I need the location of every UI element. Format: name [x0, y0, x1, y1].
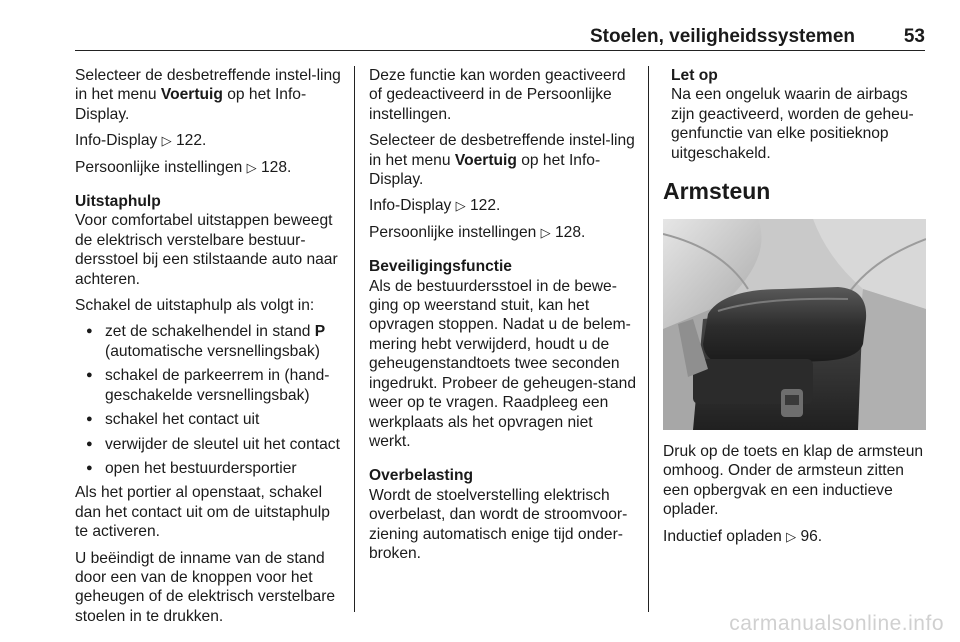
bullet-list — [75, 322, 345, 478]
column-1 — [75, 66, 345, 633]
list-item: ● schakel het contact uit — [75, 410, 345, 429]
cross-reference[interactable]: Inductief opladen ▷ 96. — [663, 527, 823, 545]
cross-reference[interactable]: Info-Display ▷ 122. — [369, 197, 501, 215]
list-item: ● open het bestuurdersportier — [75, 459, 345, 478]
page-header — [75, 26, 925, 50]
armrest-illustration — [663, 219, 926, 430]
paragraph: Overbelasting Wordt de stoelverstelling elektrisch overbelast, dan wordt de stroomvoor-ziening automatisch enige tijd onder-broken. — [369, 466, 637, 563]
paragraph: Schakel de uitstaphulp als volgt in: — [75, 297, 315, 315]
paragraph: Selecteer de desbetreffende instel-ling in het menu Voertuig op het Info-Display. — [369, 132, 635, 189]
column-divider-2 — [648, 66, 649, 612]
list-item: ● verwijder de sleutel uit het contact — [75, 435, 345, 454]
column-3 — [663, 66, 927, 553]
arrow-icon: ▷ — [786, 528, 797, 544]
column-2 — [369, 66, 637, 570]
page-title: Stoelen, veiligheidssystemen — [589, 26, 855, 47]
paragraph: Selecteer de desbetreffende instel-ling in het menu Voertuig op het Info-Display. — [75, 67, 341, 123]
cross-reference[interactable]: Persoonlijke instellingen ▷ 128. — [75, 158, 292, 176]
page-number: 53 — [903, 26, 925, 47]
section-heading: Beveiligingsfunctie — [369, 258, 512, 276]
paragraph: Uitstaphulp Voor comfortabel uitstappen beweegt de elektrisch verstelbare bestuur-dersstoel bij een stilstaande auto naar achteren. — [75, 192, 345, 289]
header-divider — [75, 50, 925, 51]
paragraph: Druk op de toets en klap de armsteun omhoog. Onder de armsteun zitten een opbergvak en een inductieve oplader. — [663, 443, 924, 519]
arrow-icon: ▷ — [455, 198, 466, 214]
cross-reference[interactable]: Persoonlijke instellingen ▷ 128. — [369, 223, 586, 241]
arrow-icon: ▷ — [540, 224, 551, 240]
arrow-icon: ▷ — [246, 159, 257, 175]
cross-reference[interactable]: Info-Display ▷ 122. — [75, 132, 207, 150]
paragraph: Als het portier al openstaat, schakel dan het contact uit om de uitstaphulp te activeren. — [75, 484, 330, 541]
list-item: ● schakel de parkeerrem in (hand-geschakelde versnellingsbak) — [75, 366, 345, 405]
section-heading: Overbelasting — [369, 467, 473, 485]
list-item: ● zet de schakelhendel in stand P (automatische versnellingsbak) — [75, 322, 345, 361]
paragraph: Beveiligingsfunctie Als de bestuurdersstoel in de bewe-ging op weerstand stuit, kan het opvragen stoppen. Nadat u de belem-mering hebt verwijderd, houdt u de geheugenstandtoets twee seconden ingedrukt. Probeer de geheugen-stand weer op te vragen. Raadpleeg een werkplaats als het opvragen niet werkt. — [369, 258, 637, 450]
armrest-photo — [663, 219, 926, 430]
note-title: Let op — [671, 67, 718, 84]
arrow-icon: ▷ — [161, 133, 172, 149]
paragraph: Deze functie kan worden geactiveerd of gedeactiveerd in de Persoonlijke instellingen. — [369, 67, 626, 123]
caution-note — [663, 66, 927, 163]
column-divider-1 — [354, 66, 355, 612]
section-heading: Uitstaphulp — [75, 193, 161, 211]
note-text: Na een ongeluk waarin de airbags zijn geactiveerd, worden de geheu-genfunctie van elke positieknop uitgeschakeld. — [671, 86, 914, 162]
watermark: carmanualsonline.info — [729, 612, 944, 635]
paragraph: U beëindigt de inname van de stand door een van de knoppen voor het geheugen of de elektrisch verstelbare stoelen in te drukken. — [75, 549, 336, 625]
section-title: Armsteun — [663, 178, 771, 205]
